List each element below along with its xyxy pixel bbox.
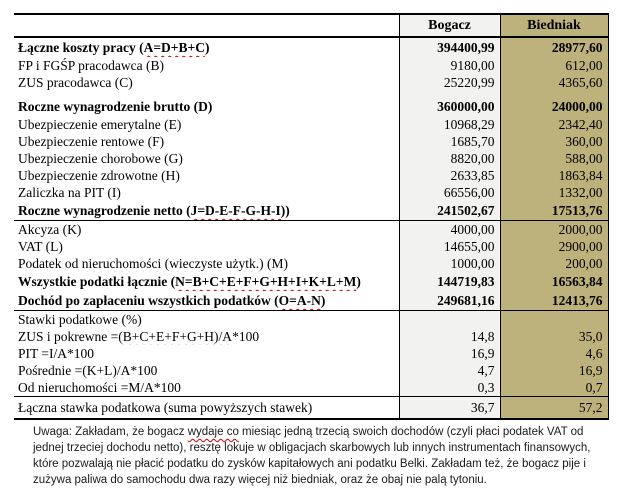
table-row bbox=[14, 272, 608, 291]
table-row bbox=[14, 184, 608, 201]
biedniak-value: 2900,00 bbox=[500, 238, 608, 255]
biedniak-value: 200,00 bbox=[500, 255, 608, 272]
biedniak-value: 1863,84 bbox=[500, 167, 608, 184]
footnote-text: Uwaga: Zakładam, że bogacz bbox=[33, 426, 188, 438]
tax-comparison-table bbox=[14, 13, 609, 420]
bogacz-value: 8820,00 bbox=[399, 150, 500, 167]
bogacz-value: 66556,00 bbox=[399, 184, 500, 201]
table-row bbox=[14, 37, 608, 57]
table-row bbox=[14, 201, 608, 221]
biedniak-value: 588,00 bbox=[500, 150, 608, 167]
empty-header-cell bbox=[14, 14, 399, 37]
table-row bbox=[14, 238, 608, 255]
bogacz-value: 144719,83 bbox=[399, 272, 500, 291]
table-row bbox=[14, 291, 608, 311]
column-header-bogacz: Bogacz bbox=[399, 14, 500, 37]
row-label: Ubezpieczenie emerytalne (E) bbox=[18, 117, 182, 132]
table-row bbox=[14, 379, 608, 397]
bogacz-value: 9180,00 bbox=[399, 57, 500, 74]
biedniak-value: 24000,00 bbox=[500, 97, 608, 116]
bogacz-value: 394400,99 bbox=[399, 37, 500, 57]
table-row bbox=[14, 362, 608, 379]
biedniak-value: 17513,76 bbox=[500, 201, 608, 221]
row-label: PIT =I/A*100 bbox=[18, 346, 94, 361]
biedniak-value: 16,9 bbox=[500, 362, 608, 379]
biedniak-value: 12413,76 bbox=[500, 291, 608, 311]
table-row bbox=[14, 74, 608, 91]
bogacz-value: 14655,00 bbox=[399, 238, 500, 255]
row-label: Łączne koszty pracy (A=D+B+C) bbox=[18, 40, 210, 55]
biedniak-value: 57,2 bbox=[500, 397, 608, 420]
bogacz-value: 4,7 bbox=[399, 362, 500, 379]
row-label: Roczne wynagrodzenie brutto (D) bbox=[18, 99, 213, 114]
bogacz-value: 16,9 bbox=[399, 345, 500, 362]
header-row bbox=[14, 14, 608, 37]
biedniak-value: 1332,00 bbox=[500, 184, 608, 201]
bogacz-value: 1000,00 bbox=[399, 255, 500, 272]
table-row bbox=[14, 345, 608, 362]
bogacz-value: 2633,85 bbox=[399, 167, 500, 184]
bogacz-value: 25220,99 bbox=[399, 74, 500, 91]
table-row bbox=[14, 255, 608, 272]
biedniak-value: 2000,00 bbox=[500, 221, 608, 239]
bogacz-value: 14,8 bbox=[399, 328, 500, 345]
row-label: ZUS i pokrewne =(B+C+E+F+G+H)/A*100 bbox=[18, 329, 260, 344]
biedniak-value bbox=[500, 311, 608, 329]
table-row bbox=[14, 57, 608, 74]
row-label: Akcyza (K) bbox=[18, 222, 82, 237]
table-row bbox=[14, 311, 608, 329]
row-label: Podatek od nieruchomości (wieczyste użytk.) (M) bbox=[18, 256, 288, 271]
table-row bbox=[14, 167, 608, 184]
row-label: Wszystkie podatki łącznie (N=B+C+E+F+G+H+I+K+L+M) bbox=[18, 274, 361, 289]
row-label: Ubezpieczenie rentowe (F) bbox=[18, 134, 165, 149]
biedniak-value: 0,7 bbox=[500, 379, 608, 397]
biedniak-value: 4,6 bbox=[500, 345, 608, 362]
bogacz-value: 1685,70 bbox=[399, 133, 500, 150]
row-label: ZUS pracodawca (C) bbox=[18, 75, 133, 90]
row-label: Zaliczka na PIT (I) bbox=[18, 185, 121, 200]
table-row bbox=[14, 133, 608, 150]
row-label: Ubezpieczenie chorobowe (G) bbox=[18, 151, 183, 166]
biedniak-value: 2342,40 bbox=[500, 116, 608, 133]
table-row bbox=[14, 116, 608, 133]
bogacz-value: 36,7 bbox=[399, 397, 500, 420]
row-label: Pośrednie =(K+L)/A*100 bbox=[18, 363, 158, 378]
row-label: Od nieruchomości =M/A*100 bbox=[18, 380, 181, 395]
table-row bbox=[14, 221, 608, 239]
table-row bbox=[14, 328, 608, 345]
bogacz-value: 10968,29 bbox=[399, 116, 500, 133]
row-label: Dochód po zapłaceniu wszystkich podatków (O=A-N) bbox=[14, 291, 399, 311]
bogacz-value: 249681,16 bbox=[399, 291, 500, 311]
row-label: Roczne wynagrodzenie netto (J=D-E-F-G-H-I)) bbox=[14, 201, 399, 221]
biedniak-value: 360,00 bbox=[500, 133, 608, 150]
row-label: Stawki podatkowe (%) bbox=[18, 312, 142, 327]
biedniak-value: 16563,84 bbox=[500, 272, 608, 291]
bogacz-value: 360000,00 bbox=[399, 97, 500, 116]
bogacz-value: 0,3 bbox=[399, 379, 500, 397]
row-label: Ubezpieczenie zdrowotne (H) bbox=[18, 168, 180, 183]
table-row-total bbox=[14, 397, 608, 420]
biedniak-value: 612,00 bbox=[500, 57, 608, 74]
footnote bbox=[33, 424, 593, 488]
row-label: VAT (L) bbox=[18, 239, 63, 254]
row-label: Łączna stawka podatkowa (suma powyższych stawek) bbox=[14, 397, 399, 420]
footnote-misspelled-word: wydaje co bbox=[187, 426, 239, 438]
row-label: FP i FGŚP pracodawca (B) bbox=[18, 58, 164, 73]
biedniak-value: 35,0 bbox=[500, 328, 608, 345]
biedniak-value: 28977,60 bbox=[500, 37, 608, 57]
bogacz-value bbox=[399, 311, 500, 329]
footnote-text: miesiąc jedną trzecią swoich dochodów (czyli płaci podatek VAT od jednej trzeciej dochodu netto), resztę lokuje w obligacjach skarbowych lub innych instrumentach finansowych, które pozwalają nie płacić podatku do zysków kapitałowych ani podatku Belki. Zakładam też, że bogacz pije i zużywa paliwa do samochodu dwa razy więcej niż biedniak, oraz że obaj nie palą tytoniu. bbox=[33, 426, 591, 486]
bogacz-value: 4000,00 bbox=[399, 221, 500, 239]
biedniak-value: 4365,60 bbox=[500, 74, 608, 91]
bogacz-value: 241502,67 bbox=[399, 201, 500, 221]
table-row bbox=[14, 97, 608, 116]
table-row bbox=[14, 150, 608, 167]
column-header-biedniak: Biedniak bbox=[500, 14, 608, 37]
